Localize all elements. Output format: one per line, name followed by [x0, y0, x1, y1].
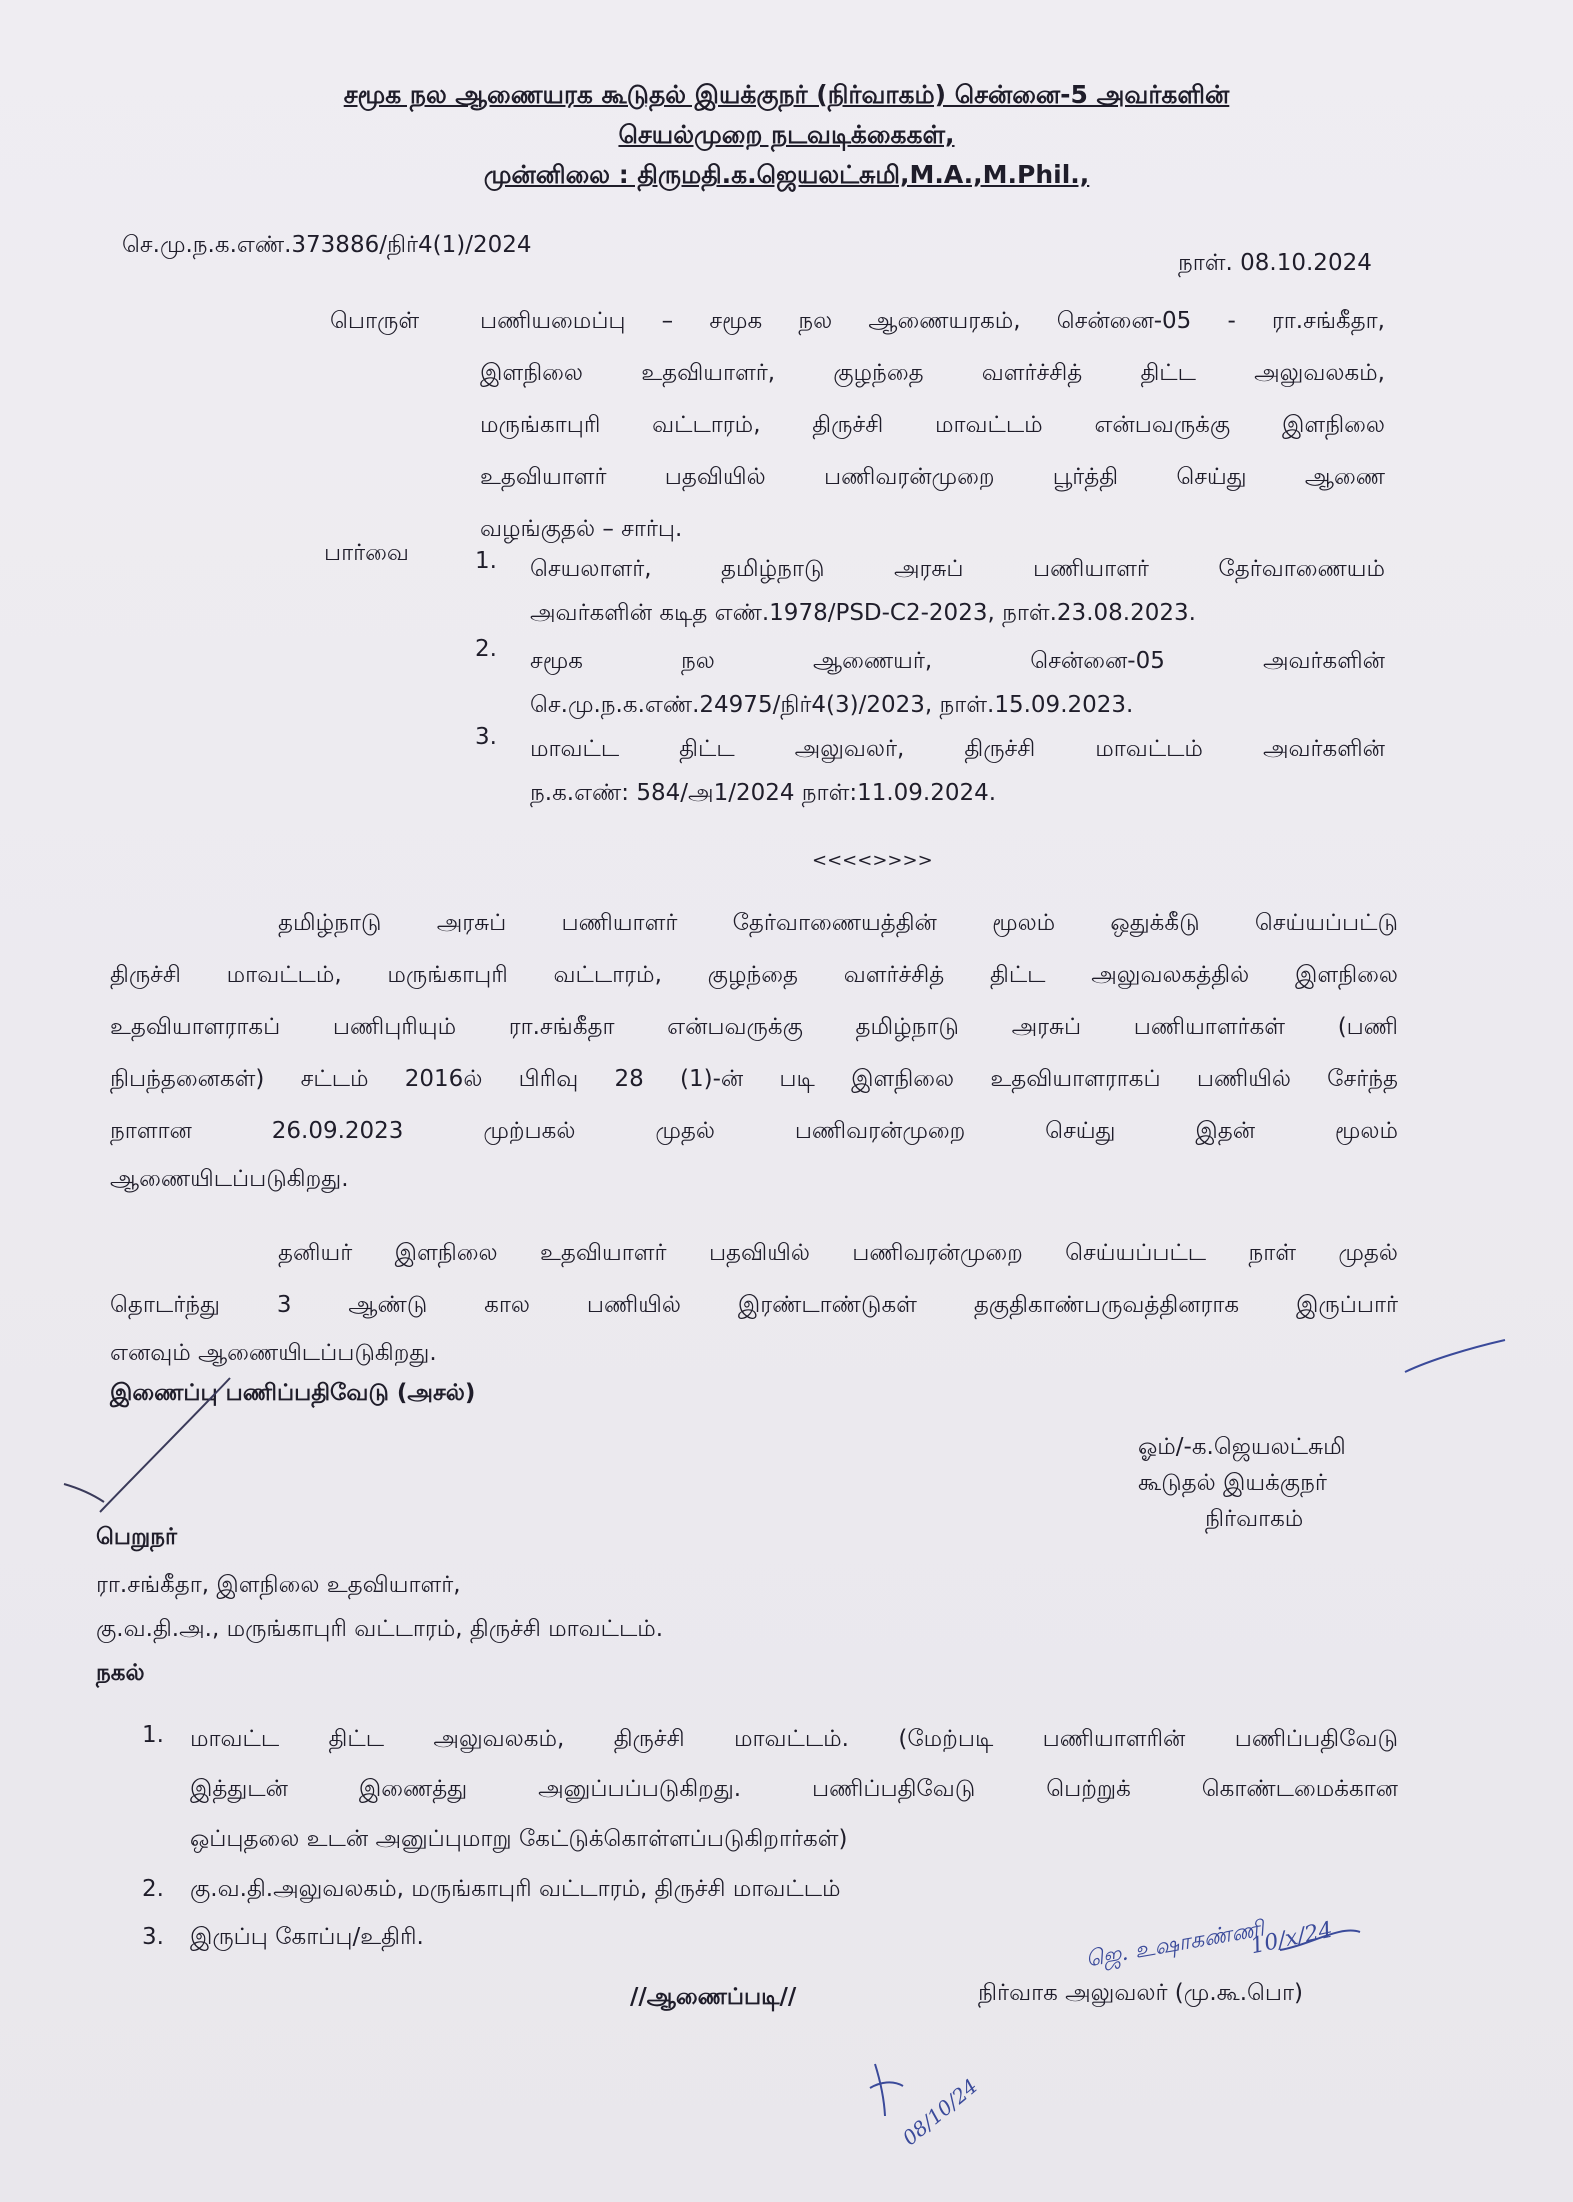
body-paragraph-2-line-2: தொடர்ந்து 3 ஆண்டு கால பணியில் இரண்டாண்டுகள் தகுதிகாண்பருவத்தினராக இருப்பார் [110, 1292, 1398, 1318]
header-line-2: செயல்முறை நடவடிக்கைகள், [618, 120, 955, 149]
officer-designation: நிர்வாக அலுவலர் (மு.கூ.பொ) [978, 1980, 1304, 2006]
header-line-1: சமூக நல ஆணையரக கூடுதல் இயக்குநர் (நிர்வாகம்) சென்னை-5 அவர்களின் [343, 80, 1230, 109]
section-separator: <<<<>>>> [812, 850, 933, 871]
copy-item-number: 2. [142, 1876, 164, 1902]
reference-item-number: 1. [475, 548, 497, 574]
copy-item-number: 3. [142, 1924, 164, 1950]
reference-item-1-line-1: செயலாளர், தமிழ்நாடு அரசுப் பணியாளர் தேர்வாணையம் [530, 556, 1385, 582]
body-paragraph-2-line-3: எனவும் ஆணையிடப்படுகிறது. [110, 1340, 437, 1366]
tick-mark-stroke [64, 1484, 104, 1502]
body-paragraph-1-line-5: நாளான 26.09.2023 முற்பகல் முதல் பணிவரன்முறை செய்து இதன் மூலம் [110, 1118, 1398, 1144]
copy-item-1-line-2: இத்துடன் இணைத்து அனுப்பப்படுகிறது. பணிப்பதிவேடு பெற்றுக் கொண்டமைக்கான [190, 1776, 1398, 1802]
copy-item-3: இருப்பு கோப்பு/உதிரி. [190, 1924, 424, 1950]
subject-line-1: பணியமைப்பு – சமூக நல ஆணையரகம், சென்னை-05 - ரா.சங்கீதா, [480, 308, 1385, 334]
reference-number: செ.மு.ந.க.எண்.373886/நிர்4(1)/2024 [122, 232, 532, 258]
handwritten-receipt-date: 08/10/24 [897, 2073, 983, 2151]
signatory-name: ஓம்/-க.ஜெயலட்சுமி [1138, 1434, 1346, 1460]
subject-line-4: உதவியாளர் பதவியில் பணிவரன்முறை பூர்த்தி செய்து ஆணை [480, 464, 1385, 490]
signatory-department: நிர்வாகம் [1205, 1506, 1304, 1532]
reference-item-3-line-2: ந.க.எண்: 584/அ1/2024 நாள்:11.09.2024. [530, 780, 997, 806]
body-paragraph-1-line-6: ஆணையிடப்படுகிறது. [110, 1166, 349, 1192]
reference-label: பார்வை [324, 540, 409, 566]
body-paragraph-1-line-4: நிபந்தனைகள்) சட்டம் 2016ல் பிரிவு 28 (1)-ன் படி இளநிலை உதவியாளராகப் பணியில் சேர்ந்த [110, 1066, 1398, 1092]
initial-stroke [870, 2082, 903, 2088]
header-line-3: முன்னிலை : திருமதி.க.ஜெயலட்சுமி,M.A.,M.Phil., [483, 160, 1090, 189]
body-paragraph-2-line-1: தனியர் இளநிலை உதவியாளர் பதவியில் பணிவரன்முறை செய்யப்பட்ட நாள் முதல் [278, 1240, 1398, 1266]
reference-item-number: 3. [475, 724, 497, 750]
signature-stroke [1280, 1931, 1360, 1950]
copy-item-2: கு.வ.தி.அலுவலகம், மருங்காபுரி வட்டாரம், திருச்சி மாவட்டம் [190, 1876, 841, 1902]
body-paragraph-1-line-2: திருச்சி மாவட்டம், மருங்காபுரி வட்டாரம், குழந்தை வளர்ச்சித் திட்ட அலுவலகத்தில் இளநிலை [110, 962, 1398, 988]
reference-item-3-line-1: மாவட்ட திட்ட அலுவலர், திருச்சி மாவட்டம் அவர்களின் [530, 736, 1385, 762]
handwritten-initials-date: 10/x/24 [1248, 1917, 1335, 1960]
document-date: நாள். 08.10.2024 [1178, 250, 1372, 276]
reference-item-2-line-2: செ.மு.ந.க.எண்.24975/நிர்4(3)/2023, நாள்.15.09.2023. [530, 692, 1134, 718]
body-paragraph-1-line-3: உதவியாளராகப் பணிபுரியும் ரா.சங்கீதா என்பவருக்கு தமிழ்நாடு அரசுப் பணியாளர்கள் (பணி [110, 1014, 1398, 1040]
subject-line-2: இளநிலை உதவியாளர், குழந்தை வளர்ச்சித் திட்ட அலுவலகம், [480, 360, 1385, 386]
signature-stroke [1405, 1340, 1505, 1372]
copy-label: நகல் [96, 1660, 145, 1686]
by-order-line: //ஆணைப்படி// [630, 1984, 797, 2010]
recipient-line-1: ரா.சங்கீதா, இளநிலை உதவியாளர், [96, 1572, 461, 1598]
recipient-label: பெறுநர் [96, 1524, 178, 1550]
tick-mark-stroke [100, 1378, 230, 1512]
subject-line-5: வழங்குதல் – சார்பு. [480, 516, 683, 542]
signatory-designation: கூடுதல் இயக்குநர் [1138, 1470, 1327, 1496]
subject-label: பொருள் [330, 308, 420, 334]
reference-item-1-line-2: அவர்களின் கடித எண்.1978/PSD-C2-2023, நாள்.23.08.2023. [530, 600, 1196, 626]
copy-item-1-line-3: ஒப்புதலை உடன் அனுப்புமாறு கேட்டுக்கொள்ளப்படுகிறார்கள்) [190, 1826, 848, 1852]
reference-item-number: 2. [475, 636, 497, 662]
handwritten-initials: ஜெ. உஷாகண்ணி [1083, 1916, 1266, 1973]
recipient-line-2: கு.வ.தி.அ., மருங்காபுரி வட்டாரம், திருச்சி மாவட்டம். [96, 1616, 664, 1642]
initial-stroke [875, 2064, 885, 2116]
body-paragraph-1-line-1: தமிழ்நாடு அரசுப் பணியாளர் தேர்வாணையத்தின் மூலம் ஒதுக்கீடு செய்யப்பட்டு [278, 910, 1398, 936]
reference-item-2-line-1: சமூக நல ஆணையர், சென்னை-05 அவர்களின் [530, 648, 1385, 674]
copy-item-number: 1. [142, 1722, 164, 1748]
subject-line-3: மருங்காபுரி வட்டாரம், திருச்சி மாவட்டம் என்பவருக்கு இளநிலை [480, 412, 1385, 438]
enclosure-note: இணைப்பு பணிப்பதிவேடு (அசல்) [110, 1380, 476, 1406]
copy-item-1-line-1: மாவட்ட திட்ட அலுவலகம், திருச்சி மாவட்டம். (மேற்படி பணியாளரின் பணிப்பதிவேடு [190, 1726, 1398, 1752]
